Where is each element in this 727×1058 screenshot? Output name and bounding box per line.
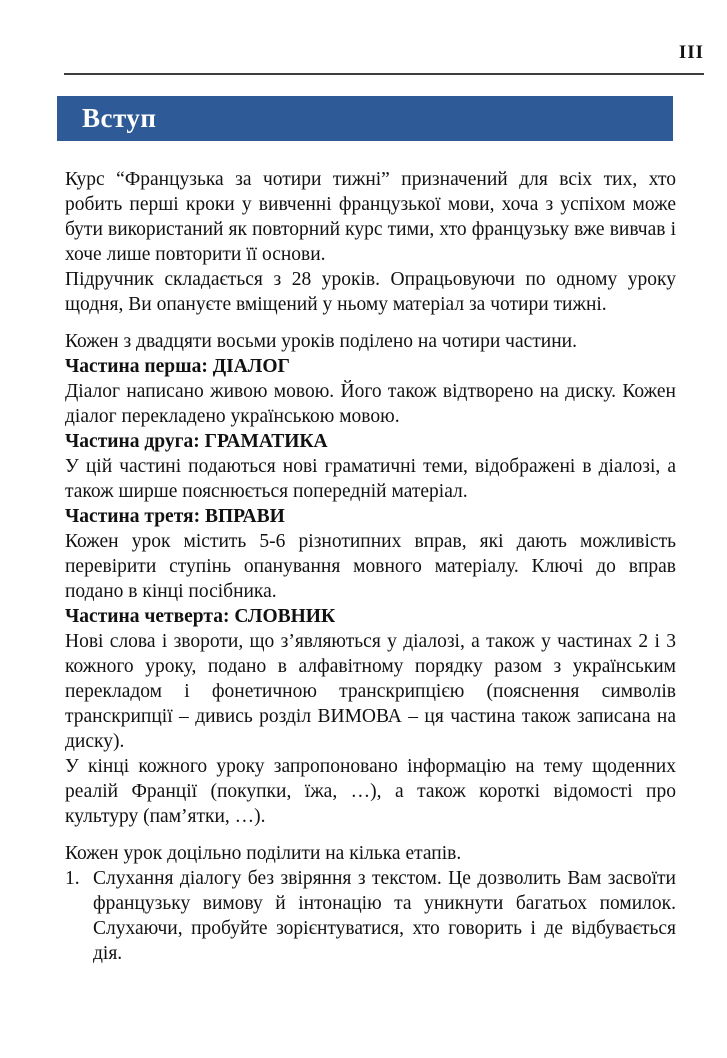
section-title: Вступ [82, 103, 157, 133]
content-blocks [65, 167, 676, 966]
part-heading: Частина четверта: СЛОВНИК [65, 606, 336, 627]
part-heading: Частина перша: ДІАЛОГ [65, 356, 290, 377]
part-heading: Частина третя: ВПРАВИ [65, 506, 285, 527]
paragraph: У кінці кожного уроку запропоновано інформацію на тему щоденних реалій Франції (покупки, їжа, …), а також короткі відомості про культуру (пам’ятки, …). [65, 756, 676, 827]
paragraph: Кожен урок містить 5-6 різнотипних вправ, які дають можливість перевірити ступінь опанування мовного матеріалу. Ключі до вправ подано в кінці посібника. [65, 531, 676, 602]
paragraph: Кожен урок доцільно поділити на кілька етапів. [65, 843, 462, 864]
paragraph: У цій частині подаються нові граматичні теми, відображені в діалозі, а також ширше пояснюється попередній матеріал. [65, 456, 676, 502]
paragraph: Діалог написано живою мовою. Його також відтворено на диску. Кожен діалог перекладено українською мовою. [65, 381, 676, 427]
part-heading: Частина друга: ГРАМАТИКА [65, 431, 328, 452]
paragraph: Курс “Французька за чотири тижні” призначений для всіх тих, хто робить перші кроки у вивченні французької мови, хоча з успіхом може бути використаний як повторний курс тими, хто французьку вже вивчав і хоче лише повторити її основи. [65, 169, 676, 265]
paragraph: Нові слова і звороти, що з’являються у діалозі, а також у частинах 2 і 3 кожного уроку, подано в алфавітному порядку разом з українським перекладом і фонетичною транскрипцією (пояснення символів транскрипції – дивись розділ ВИМОВА – ця частина також записана на диску). [65, 631, 676, 752]
paragraph: Кожен з двадцяти восьми уроків поділено на чотири частини. [65, 331, 577, 352]
header-rule [64, 73, 704, 75]
section-banner [57, 96, 673, 141]
list-marker: 1. [65, 868, 80, 889]
page-number: III [678, 42, 704, 63]
list-item: 1. Слухання діалогу без звіряння з текстом. Це дозволить Вам засвоїти французьку вимову й інтонацію та уникнути багатьох помилок. Слухаючи, пробуйте зорієнтуватися, хто говорить і де відбувається дія. [65, 868, 676, 964]
paragraph: Підручник складається з 28 уроків. Опрацьовуючи по одному уроку щодня, Ви опануєте вміщений у ньому матеріал за чотири тижні. [65, 269, 676, 315]
